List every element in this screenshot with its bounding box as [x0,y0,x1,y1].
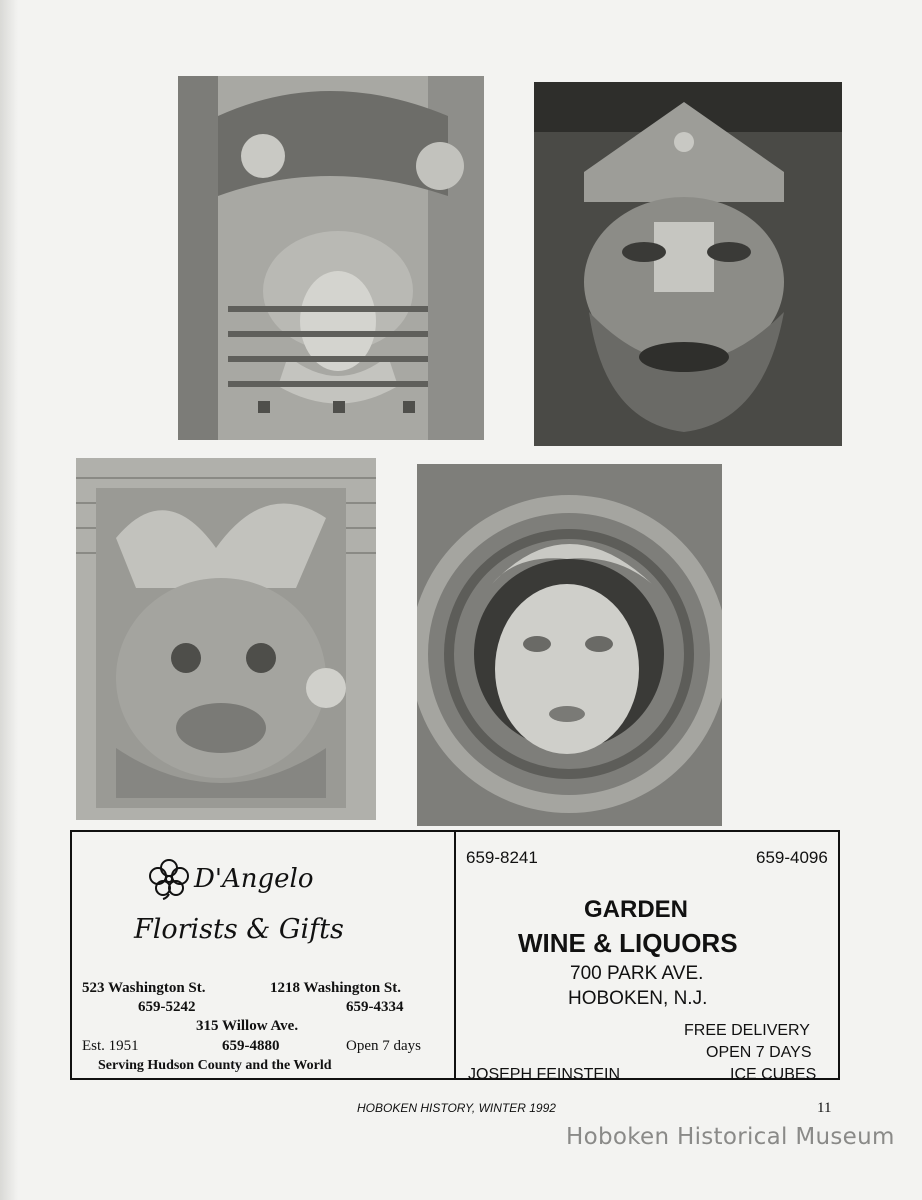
page-edge [0,0,18,1200]
photo-cherub-sculpture [417,464,722,826]
feature-delivery: FREE DELIVERY [684,1022,810,1039]
phone-right: 659-4096 [756,848,828,867]
advertisements-box [70,830,840,1083]
store-street: 700 PARK AVE. [570,963,704,984]
photo-king-sculpture [534,82,842,446]
established-year: Est. 1951 [82,1038,139,1054]
dangelo-name: D'Angelo [194,864,314,894]
photo-beast-sculpture [76,458,376,820]
dangelo-subtitle: Florists & Gifts [134,914,344,945]
address-washington-523: 523 Washington St. [82,980,206,996]
feature-ice: ICE CUBES [730,1066,817,1083]
tagline: Serving Hudson County and the World [98,1058,332,1073]
publication-footer: HOBOKEN HISTORY, WINTER 1992 [357,1101,556,1115]
flower-icon [148,858,190,900]
phone-washington-1218: 659-4334 [346,999,404,1015]
phone-left: 659-8241 [466,848,538,867]
phone-willow: 659-4880 [222,1038,280,1054]
photo-woman-sculpture [178,76,484,440]
phone-washington-523: 659-5242 [138,999,196,1015]
ad-dangelo [72,832,454,1078]
store-name-line1: GARDEN [584,896,689,923]
owner-name: JOSEPH FEINSTEIN [468,1066,621,1083]
page-number: 11 [817,1100,832,1116]
store-city: HOBOKEN, N.J. [568,988,708,1009]
address-willow: 315 Willow Ave. [196,1018,299,1034]
museum-watermark: Hoboken Historical Museum [566,1124,895,1150]
store-name-line2: WINE & LIQUORS [518,928,738,958]
address-washington-1218: 1218 Washington St. [270,980,402,996]
ad-garden-liquors [456,832,838,1083]
hours-left: Open 7 days [346,1038,421,1054]
feature-open: OPEN 7 DAYS [706,1044,812,1061]
